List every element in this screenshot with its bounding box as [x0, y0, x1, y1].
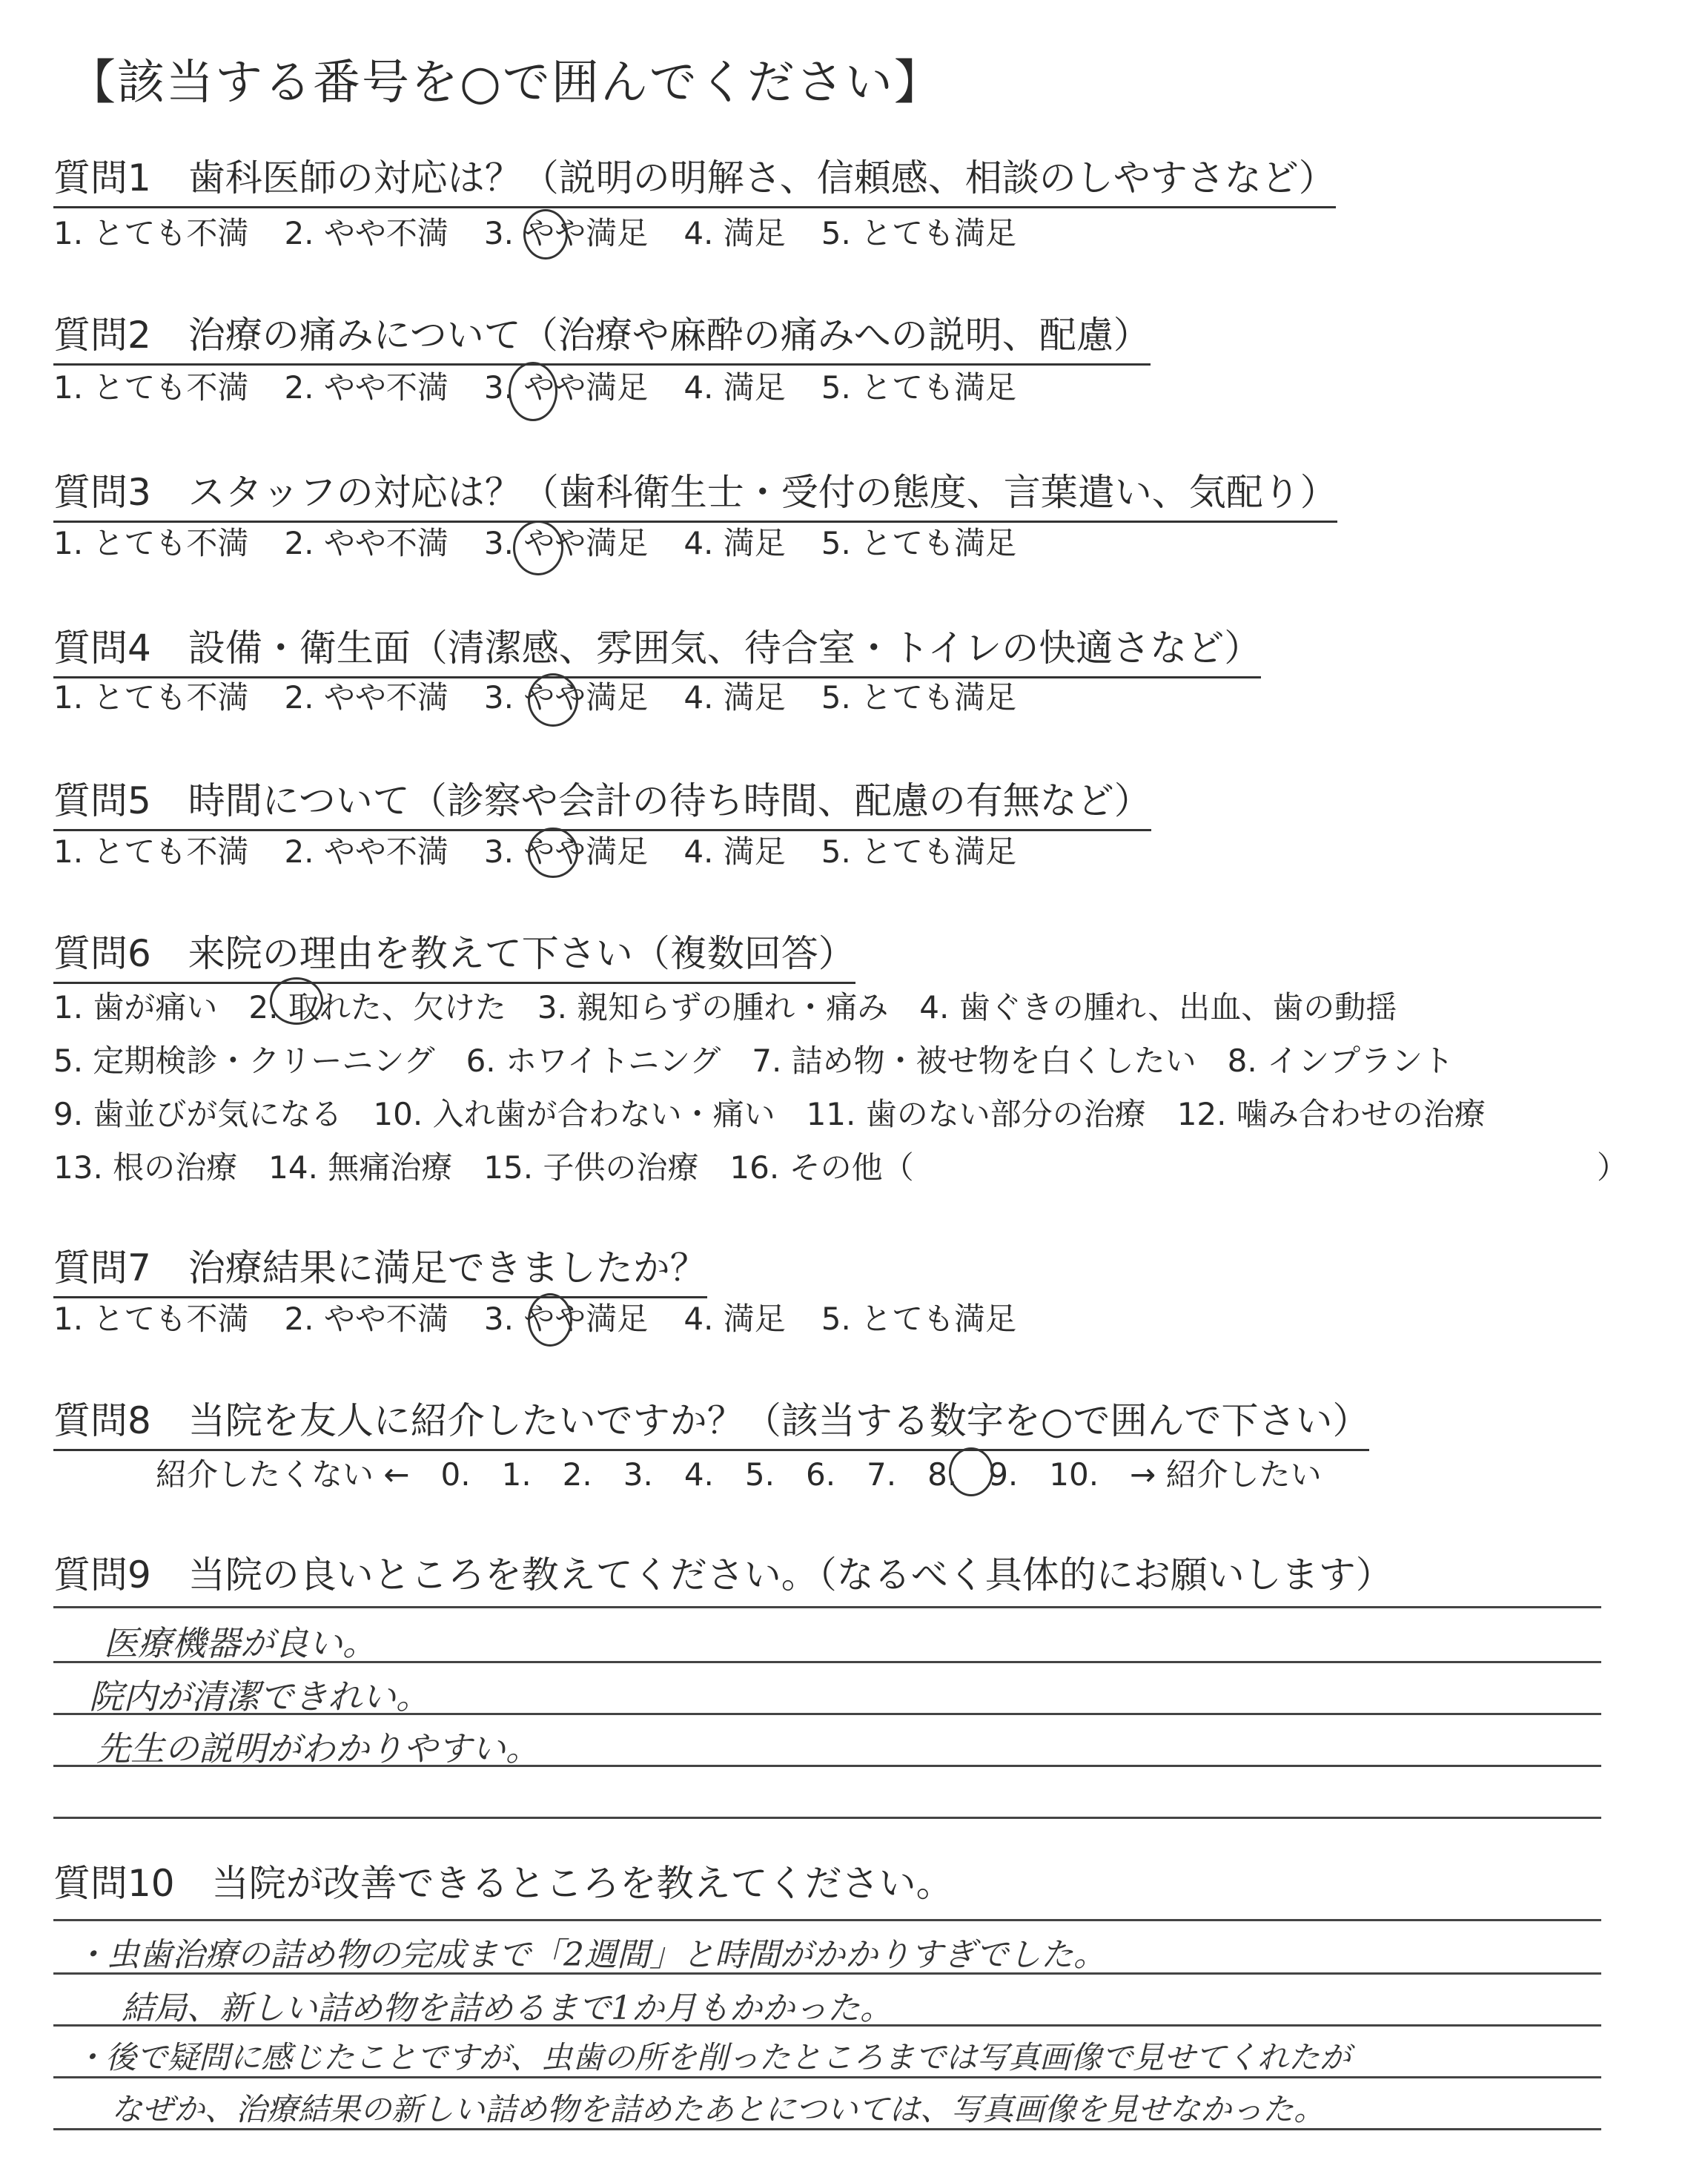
q6-selection-circle — [270, 977, 323, 1025]
q2-option-2[interactable]: 2. やや不満 — [284, 369, 448, 406]
q5-option-3[interactable]: 3. やや満足 — [483, 833, 649, 870]
form-title: 【該当する番号を○で囲んでください】 — [68, 56, 943, 110]
q10-answer-2: 結局、新しい詰め物を詰めるまで1か月もかかった。 — [89, 1989, 893, 2027]
q6-row-1[interactable]: 1. 歯が痛い 2. 取れた、欠けた 3. 親知らずの腫れ・痛み 4. 歯ぐきの腫れ、出血、歯の動揺 — [53, 989, 1397, 1025]
q4-selection-circle — [528, 673, 578, 727]
question-1-label: 質問1 歯科医師の対応は？（説明の明解さ、信頼感、相談のしやすさなど） — [53, 148, 1336, 208]
question-4-label: 質問4 設備・衛生面（清潔感、雰囲気、待合室・トイレの快適さなど） — [53, 618, 1261, 678]
q5-selection-circle — [528, 828, 578, 878]
q7-option-3[interactable]: 3. やや満足 — [483, 1301, 649, 1337]
q3-selection-circle — [513, 521, 563, 575]
question-10-label: 質問10 当院が改善できるところを教えてください。 — [53, 1862, 953, 1905]
q2-option-5[interactable]: 5. とても満足 — [821, 369, 1017, 406]
q9-answer-3: 先生の説明がわかりやすい。 — [96, 1728, 540, 1768]
q8-selection-circle — [949, 1447, 993, 1496]
q9-answer-2: 院内が清潔できれい。 — [89, 1677, 430, 1717]
q6-other-close-paren: ） — [1597, 1149, 1629, 1186]
q1-option-5[interactable]: 5. とても満足 — [821, 215, 1017, 251]
q4-option-1[interactable]: 1. とても不満 — [53, 679, 249, 716]
q6-row-4[interactable]: 13. 根の治療 14. 無痛治療 15. 子供の治療 16. その他（ — [53, 1149, 914, 1186]
q1-selection-circle — [523, 209, 568, 260]
q5-option-2[interactable]: 2. やや不満 — [284, 833, 448, 870]
q1-option-4[interactable]: 4. 満足 — [683, 215, 786, 251]
q10-answer-3: ・後で疑問に感じたことですが、虫歯の所を削ったところまでは写真画像で見せてくれたが — [74, 2039, 1351, 2075]
question-5-label: 質問5 時間について（診察や会計の待ち時間、配慮の有無など） — [53, 771, 1151, 831]
question-6-label: 質問6 来院の理由を教えて下さい（複数回答） — [53, 924, 855, 984]
q9-answer-1: 医療機器が良い。 — [104, 1623, 377, 1663]
question-7-label: 質問7 治療結果に満足できましたか？ — [53, 1238, 707, 1298]
q2-option-1[interactable]: 1. とても不満 — [53, 369, 249, 406]
q7-option-2[interactable]: 2. やや不満 — [284, 1301, 448, 1337]
q7-selection-circle — [528, 1293, 572, 1347]
q3-option-2[interactable]: 2. やや不満 — [284, 525, 448, 561]
q4-option-2[interactable]: 2. やや不満 — [284, 679, 448, 716]
question-9-label: 質問9 当院の良いところを教えてください。（なるべく具体的にお願いします） — [53, 1553, 1393, 1596]
q9-answer-line-5 — [53, 1817, 1601, 1819]
q1-option-3[interactable]: 3. やや満足 — [483, 215, 649, 251]
q5-option-1[interactable]: 1. とても不満 — [53, 833, 249, 870]
question-8-label: 質問8 当院を友人に紹介したいですか？（該当する数字を○で囲んで下さい） — [53, 1391, 1369, 1451]
q6-row-3[interactable]: 9. 歯並びが気になる 10. 入れ歯が合わない・痛い 11. 歯のない部分の治療 12. 噛み合わせの治療 — [53, 1096, 1486, 1132]
q2-option-3[interactable]: 3. やや満足 — [483, 369, 649, 406]
q10-answer-1: ・虫歯治療の詰め物の完成まで「2週間」と時間がかかりすぎでした。 — [74, 1936, 1106, 1974]
q4-option-5[interactable]: 5. とても満足 — [821, 679, 1017, 716]
q7-option-1[interactable]: 1. とても不満 — [53, 1301, 249, 1337]
q10-answer-line-1 — [53, 1919, 1601, 1921]
q1-option-1[interactable]: 1. とても不満 — [53, 215, 249, 251]
q10-answer-4: なぜか、治療結果の新しい詰め物を詰めたあとについては、写真画像を見せなかった。 — [111, 2091, 1325, 2127]
q8-scale[interactable]: 紹介したくない ← 0. 1. 2. 3. 4. 5. 6. 7. 8. 9. 10. → 紹介したい — [156, 1456, 1322, 1493]
question-2-label: 質問2 治療の痛みについて（治療や麻酔の痛みへの説明、配慮） — [53, 305, 1151, 366]
q1-option-2[interactable]: 2. やや不満 — [284, 215, 448, 251]
q3-option-5[interactable]: 5. とても満足 — [821, 525, 1017, 561]
q2-option-4[interactable]: 4. 満足 — [683, 369, 786, 406]
q2-selection-circle — [509, 362, 557, 421]
q4-option-3[interactable]: 3. やや満足 — [483, 679, 649, 716]
q6-row-2[interactable]: 5. 定期検診・クリーニング 6. ホワイトニング 7. 詰め物・被せ物を白くしたい 8. インプラント — [53, 1043, 1454, 1079]
q7-option-4[interactable]: 4. 満足 — [683, 1301, 786, 1337]
q3-option-3[interactable]: 3. やや満足 — [483, 525, 649, 561]
q9-answer-line-1 — [53, 1606, 1601, 1608]
q4-option-4[interactable]: 4. 満足 — [683, 679, 786, 716]
q3-option-4[interactable]: 4. 満足 — [683, 525, 786, 561]
q5-option-4[interactable]: 4. 満足 — [683, 833, 786, 870]
question-3-label: 質問3 スタッフの対応は？（歯科衛生士・受付の態度、言葉遣い、気配り） — [53, 463, 1337, 523]
q5-option-5[interactable]: 5. とても満足 — [821, 833, 1017, 870]
q3-option-1[interactable]: 1. とても不満 — [53, 525, 249, 561]
q7-option-5[interactable]: 5. とても満足 — [821, 1301, 1017, 1337]
